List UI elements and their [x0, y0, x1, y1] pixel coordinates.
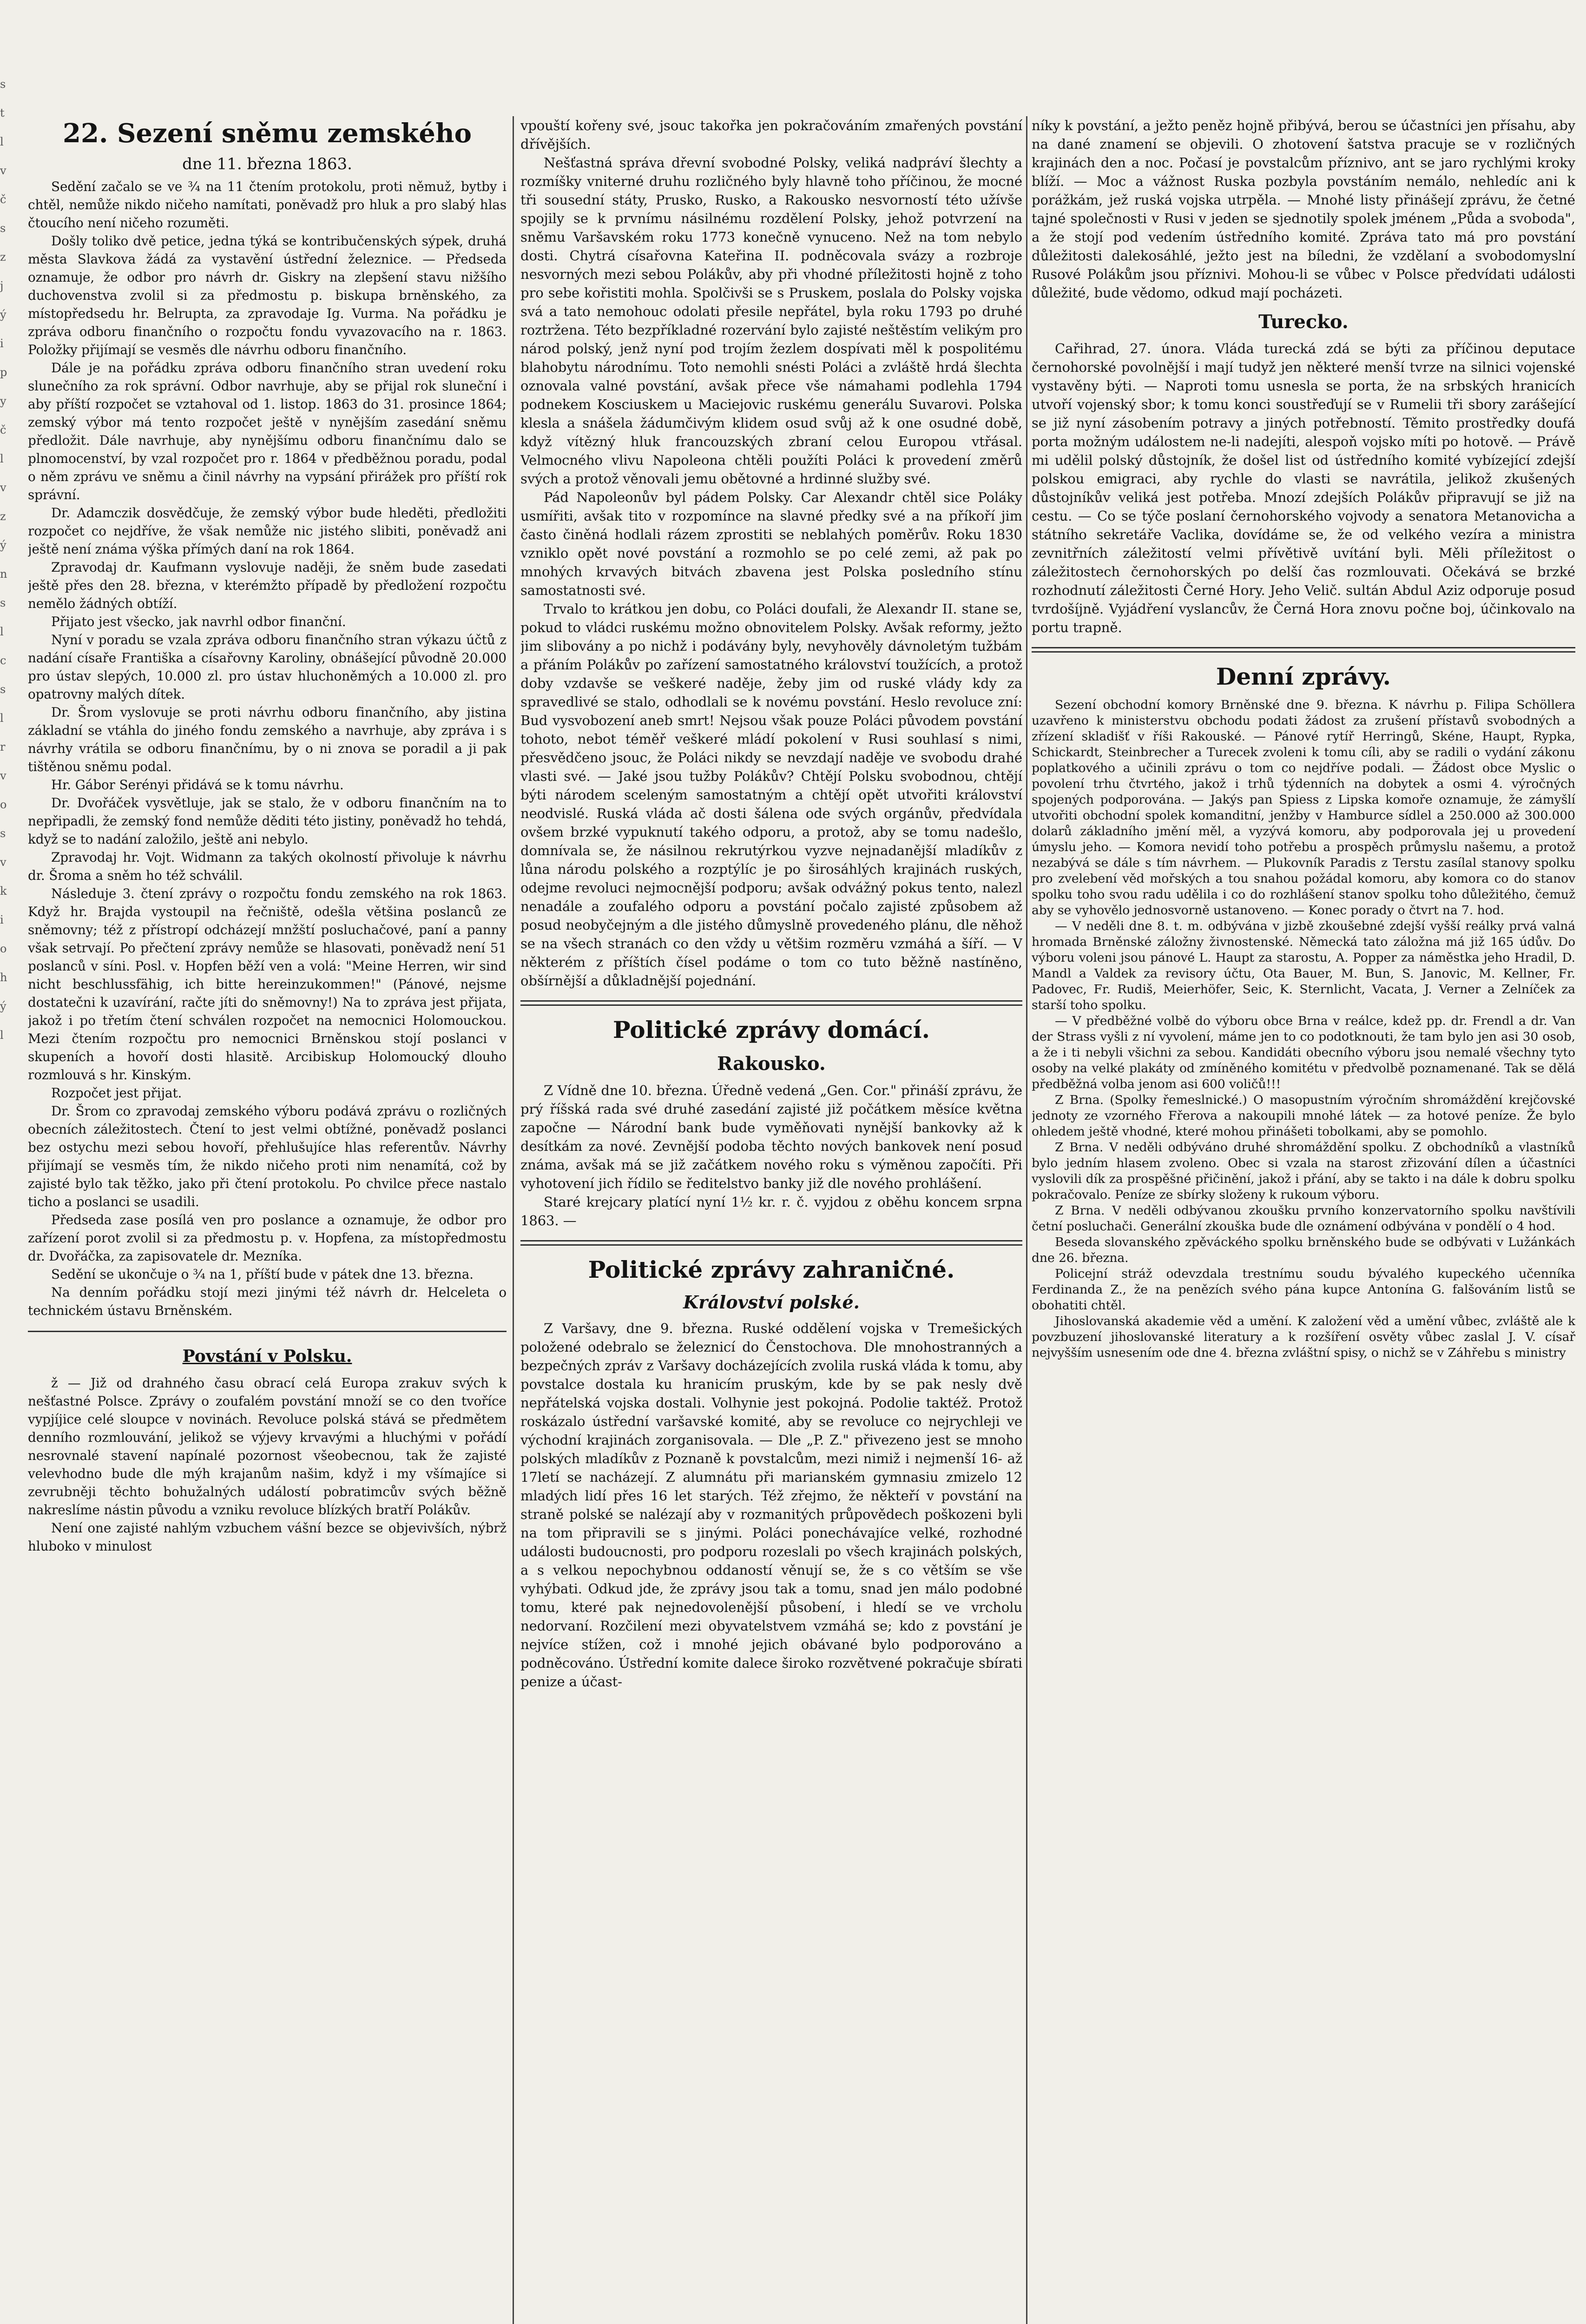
paragraph: Dále je na pořádku zpráva odboru finančního stran uvedení roku slunečního za rok správní. Odbor navrhuje, aby se přijal rok sluneční i aby příští rozpočet se vztahoval od 1. listop. 1863 do 31. prosince 1864; zemský výbor má tento rozpočet ještě v nynějším zasedání sněmu předložit. Dále navrhuje, aby nynějšímu odboru finančnímu dalo se plnomocenství, by vzal rozpočet pro r. 1864 v předběžnou poradu, podal o něm zprávu ve sněmu a činil návrhy na vypsání přirážek pro příští rok správní. — [28, 360, 507, 502]
margin-fragment: i — [0, 913, 4, 926]
margin-fragment: c — [0, 654, 7, 667]
paragraph: Rozpočet jest přijat. — [51, 1085, 182, 1101]
article-body-sezeni — [28, 178, 507, 1320]
margin-fragment: v — [0, 481, 7, 494]
paragraph: — V předběžné volbě do výboru obce Brna v reálce, kdež pp. dr. Frendl a dr. Van der Strass vyšli z ní vyvolení, máme jen to co podotknouti, že tam bylo jen asi 30 osob, a že i ti nebyli všichni za sebou. Kandidáti obecního výboru jsou nemalé všechny tyto osoby na velké plakáty od zmíněného komitétu v předvolbě poznamenané. Tak se dělá předběžná volba jenom asi 600 voličů!!! — [1032, 1014, 1575, 1091]
paragraph: Cařihrad, 27. února. Vláda turecká zdá se býti za příčinou deputace černohorské povolnější i mají tudyž jen některé menší tvrze na silnici vojenské vystavěny býti. — Naproti tomu usnesla se porta, že na srbských hranicích utvoří vojenský sbor; k tomu konci soustřeďují se v Rumelii tři sbory zarášející se již nyní zásobením potravy a jiných potřebností. Těmito prostředky doufá porta možným událostem ne-li nadejíti, alespoň vojsko míti po hotově. — Právě mi udělil polský důstojník, že došel list od ústředního komité vybízející zdejší polskou emigraci, aby rychle do vlasti se navrátila, jelikož zkušených důstojníkův veliká jest potřeba. Mnozí zdejších Polákův připravují se již na cestu. — Co se týče poslaní černohorského vojvody a senatora Metanovicha a státního sekretáře Vaclika, dovídáme se, že od velkého vezíra a ministra zevnitřních záležitostí velmi přívětivě uvítání byli. Měli příležitost o záležitostech černohorských po delší čas rozmlouvati. Očekává se brzké rozhodnutí záležitosti Černé Hory. Jeho Velič. sultán Abdul Aziz odporuje posud tvrdošíjně. Vyjádření vyslancův, že Černá Hora znovu počne boj, účinkovalo na portu trapně. — [1032, 341, 1575, 635]
column-rule-2 — [1026, 116, 1027, 2324]
margin-fragment: l — [0, 1029, 4, 1042]
paragraph: Sedění se ukončuje o ¾ na 1, příští bude v pátek dne 13. března. — [51, 1267, 474, 1282]
section-title-zahranicne: Politické zprávy zahraničné. — [588, 1256, 955, 1283]
paragraph: vpouští kořeny své, jsouc takořka jen pokračováním zmařených povstání dřívějších. — [520, 118, 1022, 152]
article-body-povstani-cont — [520, 116, 1022, 990]
margin-fragment: k — [0, 885, 7, 898]
margin-fragment: p — [0, 366, 7, 379]
paragraph: Z Varšavy, dne 9. března. Ruské oddělení vojska v Tremešických položené odebralo se železnicí do Čenstochova. Dle mnohostranných a bezpečných zpráv z Varšavy docházejících zvolila ruská vláda k tomu, aby povstalce dostala ku hranicím pruským, kde by se pak nesly dvě nepřátelská vojska dostali. Volhynie jest pokojná. Podolie taktéž. Protož roskázalo ústřední varšavské komité, aby se revoluce co nejrychleji ve východní krajinách zorganisovala. — Dle „P. Z." přivezeno jest se mnoho polských mladíkův z Poznaně k povstalcům, mezi nimiž i nejmenší 16- až 17letí se nacházejí. Z alumnátu při marianském gymnasiu zmizelo 12 mladých lidí přes 16 let starých. Též zřejmo, že někteří v povstání na straně polské se nalézají aby v rozmanitých průpovědech poškozeni byli na tom připravili se s jinými. Poláci ponechávajíce velké, rozhodné události budoucnosti, pro podporu rozeslali po všech krajinách polských, a s velkou nepochybnou oddaností věnují se, že s co větším se vše vyhýbati. Odkud jde, že zprávy jsou tak a tomu, snad jen málo podobné tomu, které pak nejnedovolenější působení, i hledí se ve vrcholu nedorvaní. Rozčilení mezi obyvatelstvem vzmáhá se; kdo z povstání je nejvíce stížen, což i mnohé jejich obávané bylo podporováno a podněcováno. Ústřední komite dalece široko rozvětvené pokračuje sbírati penize a účast- — [520, 1320, 1022, 1690]
subsection-title-polske: Království polské. — [683, 1292, 860, 1313]
margin-fragment: ý — [0, 1000, 7, 1013]
paragraph: Staré krejcary platící nyní 1½ kr. r. č. vyjdou z oběhu koncem srpna 1863. — — [520, 1194, 1022, 1228]
subsection-title-rakousko: Rakousko. — [717, 1053, 826, 1075]
paragraph: Trvalo to krátkou jen dobu, co Poláci doufali, že Alexandr II. stane se, pokud to vládci ruskému možno obnovitelem Polsky. Avšak reformy, ježto jim slibovány a po nichž i podávány byly, nevyhověly dávnoletým tužbám a přáním Polákův po zařízení samostatného království toužících, a protož doby vzdavše se veškeré naděje, žeby jim od ruské vlády kdy za spravedlivé se stalo, odhodlali se k novému povstání. Heslo revoluce zní: Bud vysvobození aneb smrt! Nejsou však pouze Poláci původem povstání tohoto, nebot téměř veškeré mládí pokolení v Rusi souhlasí s nimi, přesvědčeno jsouc, že Poláci nikdy se nevzdají naděje ve svobodu drahé vlasti své. — Jaké jsou tužby Polákův? Chtějí Polsku svobodnou, chtějí býti národem sceleným samostatným a chtějí opět utvořiti království neodvislé. Ruská vláda ač dosti šálena ode svých orgánův, předvídala ovšem brzké vypuknutí takého odporu, a protož, aby se tomu nadešlo, domnívala se, že násilnou rekrutýrkou vyzve nejnadanější mladíkův z lůna národu polského a rozptýlíc je po širosáhlých krajinách ruských, odejme revoluci nejmocnější podporu; avšak odvážný pokus tento, nalezl nenadále a zoufalého odporu a povstání počalo zajisté způsobem až posud neobyčejným a dle jistého důmyslně provedeného plánu, dle něhož se na všech stranách co den vždy u většim rozměru vzmáhá a šíří. — V některém z příštích čísel podáme o tom co tuto běžně nastíněno, obšírnější a důkladnější pojednání. — [520, 601, 1022, 989]
margin-fragment: s — [0, 78, 6, 91]
margin-fragment: z — [0, 251, 6, 264]
article-body-denni — [1032, 697, 1575, 1361]
article-body-turecko — [1032, 339, 1575, 637]
paragraph: Z Brna. V neděli odbývanou zkoušku prvního konzervatorního spolku navštívili četní posluchači. Generální zkouška bude dle oznámení odbývána v pondělí o 4 hod. — [1032, 1203, 1575, 1234]
paragraph: Z Brna. V neděli odbýváno druhé shromáždění spolku. Z obchodníků a vlastníků bylo jedním hlasem zvoleno. Obec si vzala na starost zřizování dílen a účastníci vyslovili dík za prospěšné přičinění, jakož i přání, aby se takto i na dále k dobru spolku pokračovalo. Peníze ze sbírky složeny k rukoum výboru. — [1032, 1140, 1575, 1202]
article-body-rakousko — [520, 1081, 1022, 1230]
paragraph: Není one zajisté nahlým vzbuchem vášní bezce se objevivších, nýbrž hluboko v minulost — [28, 1520, 507, 1554]
paragraph: Nešťastná správa dřevní svobodné Polsky, veliká nadpráví šlechty a rozmíšky vniterné druhu rozličného byly hlavně toho příčinou, že mocné tři sousední státy, Prusko, Rusko, a Rakousko nesvorností této užívše spojily se k prvnímu násilnému rozdělení Polsky, jehož potvrzení na sněmu Varšavském roku 1773 konečně vynuceno. Než na tom nebylo dosti. Chytrá císařovna Kateřina II. podněcovala svázy a rozbroje nesvorných mezi sebou Polákův, aby při vhodné příležitosti hojně z toho pro sebe kořistiti mohla. Spolčivši se s Pruskem, poslala do Polsky vojska svá a tato nemohouc odolati přesile nepřátel, byla roku 1793 po druhé roztržena. Této bezpříkladné rozervání bylo zajisté neštěstím velikým pro národ polský, jenž nyní pod trojím žezlem dospívati měl k pospolitému blahobytu národnímu. Toto nemohli snésti Poláci a zvláště hrdá šlechta oznovala valné povstání, avšak přece vše námahami podlehla 1794 podnekem Kosciuskem u Maciejovic ruskému generálu Suvarovi. Polska klesla a snášela žádumčivým klidem osud svůj až k one osudné době, když vítězný hluk francouzských zbraní celou Europou vtřásal. Velmocného vlivu Napoleona chtěli použíti Poláci k provedení změrů svých a protož věnovali jemu obětovné a hrdinné služby své. — [520, 155, 1022, 487]
margin-fragment: č — [0, 423, 7, 436]
paragraph: Jihoslovanská akademie věd a umění. K založení věd a umění vůbec, zvláště ale k povzbuzení jihoslovanské literatury a k rozšíření osvěty vůbec zaslal J. V. císař nejvyšším usnesením ode dne 4. března zvláštní spisy, o nichž se v Záhřebu s ministry — [1032, 1314, 1575, 1360]
margin-fragment: j — [0, 279, 4, 292]
paragraph: Policejní stráž odevzdala trestnímu soudu bývalého kupeckého učenníka Ferdinanda Z., že na penězích svého pána kupce Antonína G. falšováním listů se obohatiti chtěl. — [1032, 1267, 1575, 1313]
margin-fragment: h — [0, 971, 7, 984]
paragraph: Zpravodaj hr. Vojt. Widmann za takých okolností přivoluje k návrhu dr. Šroma a sněm ho též schválil. — [28, 850, 507, 883]
article-date: dne 11. března 1863. — [182, 155, 352, 173]
margin-fragment: č — [0, 193, 7, 206]
paragraph: níky k povstání, a ježto peněz hojně přibývá, berou se účastníci jen přísahu, aby na dané znamení se objevili. O zhotovení šatstva pracuje se v rozličných krajinách den a noc. Počasí je povstalcům příznivo, ant se jaro rychlými kroky blíží. — Moc a vážnost Ruska pozbyla povstáním nemálo, nehledíc ani k porážkám, jež ruská vojska utrpěla. — Mnohé listy přinášejí zprávu, že četné tajné společnosti v Rusi v jeden se sjednotily spolek jménem „Půda a svoboda", a že stojí pod vedením ústředního komité. Zpráva tato má pro povstání důležitosti dalekosáhlé, ježto jest na bíledni, že vzdělaní a svobodomyslní Rusové Polákům jsou příznivi. Mohou-li se vůbec v Polsce předvídati události důležité, bude vědomo, odkud mají pocházeti. — [1032, 118, 1575, 301]
paragraph: Z Vídně dne 10. března. Úředně vedená „Gen. Cor." přináší zprávu, že prý říšská rada své druhé zasedání zajisté již počátkem měsíce května započne — Národní bank bude vyměňovati nynější bankovky až k desítkám za nové. Zevnější podoba těchto nových bankovek není posud známa, avšak má se již začátkem nového roku s výměnou započíti. Při vyhotovení jich řídilo se ředitelstvo banky již dle nového prohlášení. — [520, 1083, 1022, 1191]
margin-fragment: s — [0, 683, 6, 696]
section-title-domaci: Politické zprávy domácí. — [612, 1016, 930, 1043]
article-body-povstani — [28, 1374, 507, 1555]
margin-fragment: r — [0, 740, 6, 753]
section-title-denni: Denní zprávy. — [1216, 663, 1391, 690]
divider — [1032, 647, 1575, 653]
margin-fragment: ý — [0, 308, 7, 321]
paragraph: Pád Napoleonův byl pádem Polsky. Car Alexandr chtěl sice Poláky usmířiti, avšak tito v rozpomínce na slavné předky své a na příkoří jim často činěná hodlali rázem zprostiti se neblahých poměrův. Roku 1830 vzniklo opět nové povstání a rozmohlo se po celé zemi, až pak po mnohých krvavých bitvách zbavena jest Polska posledního stínu samostatnosti své. — [520, 489, 1022, 598]
paragraph: Následuje 3. čtení zprávy o rozpočtu fondu zemského na rok 1863. Když hr. Brajda vystoupil na řečniště, odešla většina poslanců ze sněmovny; též z přístropí odcházejí mnžští posluchačové, paní a panny však setrvají. Po přečtení zprávy nemůže se hlasovati, poněvadž není 51 poslanců v síni. Posl. v. Hopfen běží ven a volá: "Meine Herren, wir sind nicht beschlussfähig, ich bitte hereinzukommen!" (Pánové, nejsme dostatečni k uzavírání, račte jíti do sněmovny!) Na to zpráva jest přijata, jakož i po třetím čtení schválen rozpočet na nemocnici Holomouckou. Mezi čtením rozpočtu pro nemocnici Brněnskou stojí poslanci v skupeních a hovoří dosti hlasitě. Arcibiskup Holomoucký dlouho rozmlouvá s hr. Kinským. — [28, 886, 507, 1083]
column-2 — [520, 116, 1022, 2324]
paragraph: Dr. Šrom co zpravodaj zemského výboru podává zprávu o rozličných obecních záležitostech. Čtení to jest velmi obtížné, poněvadž poslanci bez ostychu mezi sebou hovoří, přehlušujíce hlas referentův. Návrhy přijímají se vesměs tím, že nikdo ničeho proti nim nenamítá, což by zajisté bylo tak těžko, jako při čtení protokolu. Po chvilce přece nastalo ticho a poslanci se usadili. — [28, 1103, 507, 1209]
margin-fragment: t — [0, 106, 5, 119]
paragraph: Předseda zase posílá ven pro poslance a oznamuje, že odbor pro zařízení porot zvolil si za předmostu p. v. Hopfena, za místopředmostu dr. Dvořáčka, za zapisovatele dr. Mezníka. — [28, 1212, 507, 1264]
margin-fragment: y — [0, 395, 7, 408]
margin-fragment: v — [0, 856, 7, 869]
paragraph: Nyní v poradu se vzala zpráva odboru finančního stran výkazu účtů z nadání císaře Františka a císařovny Karoliny, obnášející původně 20.000 pro ústav slepých, 10.000 zl. pro ústav hluchoněmých a 10.000 zl. pro opatrovny malých dítek. — [28, 632, 507, 702]
paragraph: Na denním pořádku stojí mezi jinými též návrh dr. Helceleta o technickém ústavu Brněnském. — [28, 1285, 507, 1318]
margin-fragment: z — [0, 510, 6, 523]
divider — [520, 1000, 1022, 1006]
paragraph: Z Brna. (Spolky řemeslnické.) O masopustním výročním shromáždění krejčovské jednoty ze vzorného Fřerova a nakoupili mnohé látek — za hotové peníze. Že bylo ohledem ještě vhodné, které mohou přinášeti tobolkami, aby se pomohlo. — [1032, 1093, 1575, 1139]
paragraph: Přijato jest všecko, jak navrhl odbor finanční. — [51, 614, 346, 629]
article-title-sezeni: 22. Sezení sněmu zemského — [63, 118, 472, 149]
paragraph: Beseda slovanského zpěváckého spolku brněnského bude se odbývati v Lužánkách dne 26. března. — [1032, 1235, 1575, 1265]
margin-fragment: l — [0, 625, 4, 638]
margin-fragment: o — [0, 942, 7, 955]
margin-fragment: l — [0, 135, 4, 148]
paragraph: Sedění začalo se ve ¾ na 11 čtením protokolu, proti němuž, bytby i chtěl, nemůže nikdo ničeho namítati, poněvadž pro hluk a pro slabý hlas čtoucího není ničeho rozuměti. — [28, 179, 507, 231]
paragraph: Zpravodaj dr. Kaufmann vyslovuje naději, že sněm bude zasedati ještě přes den 28. března, v kterémžto případě by předložení rozpočtu nemělo žádných obtíží. — [28, 560, 507, 611]
divider — [520, 1240, 1022, 1246]
paragraph: Hr. Gábor Serényi přidává se k tomu návrhu. — [51, 777, 344, 792]
margin-fragment: n — [0, 568, 7, 581]
margin-fragment: v — [0, 769, 7, 782]
margin-fragment: s — [0, 596, 6, 609]
section-title-povstani: Povstání v Polsku. — [182, 1347, 352, 1366]
paragraph: ž — Již od drahného času obrací celá Europa zrakuv svých k nešťastné Polsce. Zprávy o zoufalém povstání množí se co den tvoříce vypjíjice celé sloupce v novinách. Revoluce polská stává se předmětem denního rozmlouvání, jelikož se výjevy krvavými a hluchými v pořádí nesrovnalé stavení napínalé pozornost všeobecnou, tak že zajisté velevhodno bude dle mýh krajanům našim, když i my všímajíce si zevrubněji těchto bohužalných událostí pobratimcův svých běžně nakreslíme nástin původu a vzniku revoluce blízkých bratří Polákův. — [28, 1375, 507, 1518]
margin-fragment: v — [0, 164, 7, 177]
divider — [28, 1331, 507, 1332]
column-rule-1 — [513, 116, 514, 2324]
margin-fragment: l — [0, 452, 4, 465]
paragraph: Dr. Dvořáček vysvětluje, jak se stalo, že v odboru finančním na to nepřipadli, že zemský fond nemůže děditi této jistiny, poněvadž ho tehdá, když se to nadání založilo, ještě ani nebylo. — [28, 795, 507, 847]
column-1 — [28, 116, 507, 2324]
left-margin-fragments — [0, 70, 14, 2324]
paragraph: Dr. Adamczik dosvědčuje, že zemský výbor bude hleděti, předložiti rozpočet co nejdříve, že však nemůže nic jistého slibiti, poněvadž ani ještě není známa výška přímých daní na rok 1864. — [28, 505, 507, 557]
margin-fragment: l — [0, 712, 4, 725]
paragraph: Sezení obchodní komory Brněnské dne 9. března. K návrhu p. Filipa Schöllera uzavřeno k ministerstvu obchodu podati žádost za zrušení přístavů svobodných a zřízení skladišť v říši Rakouské. — Pánové rytíř Herringů, Skéne, Haupt, Rypka, Schickardt, Steinbrecher a Turecek zvoleni k tomu cíli, aby se radili o vydání zákonu poplatkového a učinili zprávu o tom co nejdříve podali. — Žádost obce Myslic o povolení trhu čtvrtého, jakož i trhů týdenních na dobytek a osmi 4. výročných spojených podporována. — Jakýs pan Spiess z Lipska komoře oznamuje, že zámyšlí utvořiti obchodní spolek komanditní, jenžby v Hamburce sídlel a 250.000 až 300.000 dolarů základního jmění měl, a vyzývá komoru, aby podporovala jej u provedení úmyslu jeho. — Komora nevidí toho potřebu a prospěch průmyslu našemu, a protož nezabývá se dále s tím návrhem. — Plukovník Paradis z Terstu zasílal stanovy spolku pro zvelebení věd mořských a tou snahou požádal komoru, aby komora co do stanov spolku toho svou radu udělila i co do rozhlášení stanov spolku toho důležitého, čemuž aby se vyhovělo jednosvorně ustanoveno. — Konec porady o čtvrt na 7. hod. — [1032, 698, 1575, 918]
paragraph: Došly toliko dvě petice, jedna týká se kontribučenských sýpek, druhá města Slavkova žádá za vystavění ústřední železnice. — Předseda oznamuje, že odbor pro návrh dr. Giskry na zlepšení stavu nižšího duchovenstva zvolil si za předmostu p. biskupa brněnského, za místopředsedu hr. Belrupta, za zpravodaje Ig. Vurma. Na pořádku je zpráva odboru finančního o rozpočtu fondu vyvazovacího na r. 1863. Položky přijímají se vesměs dle návrhu odboru finančního. — [28, 233, 507, 357]
subsection-title-turecko: Turecko. — [1258, 311, 1349, 333]
margin-fragment: o — [0, 798, 7, 811]
article-body-polske-cont — [1032, 116, 1575, 302]
margin-fragment: s — [0, 222, 6, 235]
margin-fragment: ý — [0, 539, 7, 552]
article-body-polske — [520, 1319, 1022, 1691]
margin-fragment: i — [0, 337, 4, 350]
paragraph: Dr. Šrom vyslovuje se proti návrhu odboru finančního, aby jistina základní se vtáhla do jiného fondu zemského a navrhuje, aby zpráva i s návrhy vrátila se odboru finančnímu, by o ni znova se poradil a ji pak tištěnou sněmu podal. — [28, 705, 507, 774]
column-3 — [1032, 116, 1575, 2324]
margin-fragment: s — [0, 827, 6, 840]
paragraph: — V neděli dne 8. t. m. odbývána v jizbě zkoušebné zdejší vyšší reálky prvá valná hromada Brněnské záložny živnostenské. Německá tato záložna má již 165 údův. Do výboru voleni jsou pánové L. Haupt za starostu, A. Popper za náměstka jeho Hradil, D. Mandl a Valdek za revisory účtu, Ota Bauer, M. Bun, S. Janovic, M. Kellner, Fr. Padovec, Fr. Rudiš, Meierhöfer, Seic, K. Sternlicht, Vacata, J. Verner a Zelníček za starší toho spolku. — [1032, 919, 1575, 1012]
